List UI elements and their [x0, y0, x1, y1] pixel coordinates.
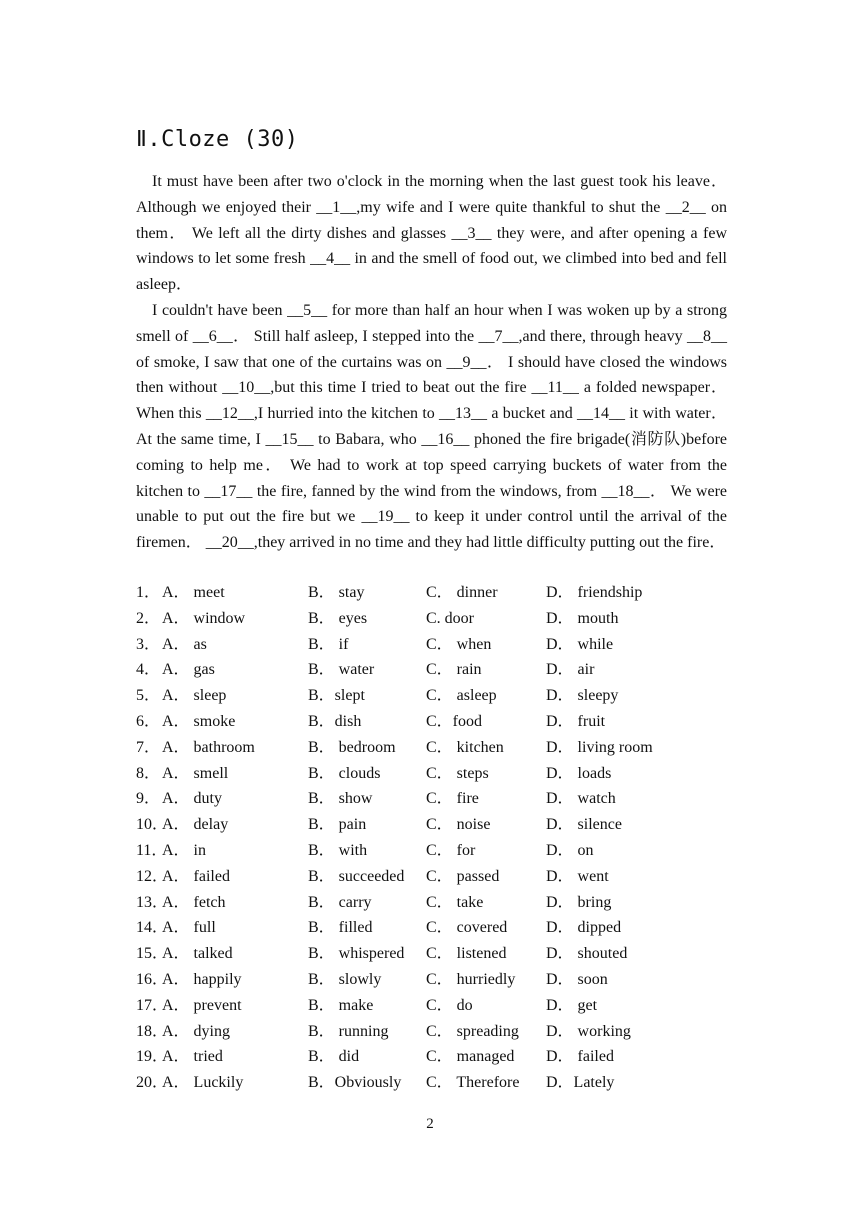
option-row: [136, 709, 736, 735]
option-row: [136, 890, 736, 916]
option-d: D． bring: [546, 893, 612, 911]
option-b: B． filled: [308, 919, 373, 937]
option-d: D． dipped: [546, 919, 622, 937]
question-number: 5．: [136, 687, 161, 705]
question-number: 9．: [136, 790, 161, 808]
option-c: C． rain: [426, 661, 482, 679]
option-b: B． carry: [308, 893, 372, 911]
question-number: 18．: [136, 1022, 169, 1040]
option-a: A． Luckily: [162, 1074, 244, 1092]
option-d: D． failed: [546, 1048, 614, 1066]
option-row: [136, 915, 736, 941]
question-number: 19．: [136, 1048, 169, 1066]
option-c: C． for: [426, 841, 476, 859]
option-row: [136, 683, 736, 709]
option-a: A． full: [162, 919, 216, 937]
option-row: [136, 1070, 736, 1096]
option-d: D． air: [546, 661, 595, 679]
option-b: B． slowly: [308, 970, 382, 988]
option-d: D． soon: [546, 970, 608, 988]
page-number: 2: [426, 1116, 434, 1132]
section-title: Ⅱ.Cloze (30): [136, 127, 299, 152]
option-row: [136, 657, 736, 683]
option-d: D． went: [546, 867, 609, 885]
option-c: C． fire: [426, 790, 479, 808]
option-d: D． watch: [546, 790, 616, 808]
option-b: B． eyes: [308, 609, 368, 627]
option-c: C． listened: [426, 945, 507, 963]
question-number: 11．: [136, 841, 168, 859]
option-row: [136, 580, 736, 606]
passage-paragraph-2: I couldn't have been __5__ for more than half an hour when I was woken up by a strong smell of __6__． Still half asleep, I stepped into the __7__,and there, through heavy __8__ of smoke, I saw that one of the curtains was on __9__． I should have closed the windows then without __10__,but this time I tried to beat out the fire __11__ a folded newspaper．When this __12__,I hurried into the kitchen to __13__ a bucket and __14__ it with water．At the same time, I __15__ to Babara, who __16__ phoned the fire brigade(消防队)before coming to help me． We had to work at top speed carrying buckets of water from the kitchen to __17__ the fire, fanned by the wind from the windows, from __18__． We were unable to put out the fire but we __19__ to keep it under control until the arrival of the firemen． __20__,they arrived in no time and they had little difficulty putting out the fire．: [136, 301, 727, 552]
option-a: A． meet: [162, 584, 225, 601]
question-number: 1．: [136, 584, 161, 601]
option-a: A． talked: [162, 945, 233, 963]
option-c: C． take: [426, 893, 484, 911]
option-row: [136, 941, 736, 967]
option-a: A． delay: [162, 816, 229, 834]
option-b: B． did: [308, 1048, 360, 1066]
question-number: 2．: [136, 609, 161, 627]
option-b: B．slept: [308, 687, 365, 705]
option-b: B． make: [308, 996, 374, 1014]
option-d: D． fruit: [546, 712, 606, 730]
option-c: C． steps: [426, 764, 489, 782]
option-b: B． running: [308, 1022, 389, 1040]
option-d: D． shouted: [546, 945, 628, 963]
option-c: C． noise: [426, 816, 491, 834]
question-number: 3．: [136, 635, 161, 653]
passage-paragraph-1: It must have been after two o'clock in the morning when the last guest took his leave． Although we enjoyed their __1__,my wife and I were quite thankful to shut the __2__ on them． We left all the dirty dishes and glasses __3__ they were, and after opening a few windows to let some fresh __4__ in and the smell of food out, we climbed into bed and fell asleep．: [136, 173, 727, 294]
option-a: A． failed: [162, 867, 230, 885]
option-row: [136, 1019, 736, 1045]
option-b: B． if: [308, 635, 349, 653]
option-b: B． stay: [308, 584, 365, 601]
option-d: D． silence: [546, 816, 622, 834]
question-number: 15．: [136, 945, 169, 963]
option-c: C． kitchen: [426, 738, 504, 756]
option-b: B． pain: [308, 816, 367, 834]
question-number: 8．: [136, 764, 161, 782]
cloze-passage: [136, 169, 727, 556]
option-c: C． when: [426, 635, 492, 653]
option-row: [136, 864, 736, 890]
option-a: A． as: [162, 635, 207, 653]
option-row: [136, 967, 736, 993]
option-row: [136, 761, 736, 787]
option-b: B． water: [308, 661, 375, 679]
option-b: B． show: [308, 790, 373, 808]
option-d: D． while: [546, 635, 614, 653]
option-a: A． window: [162, 609, 246, 627]
question-number: 12．: [136, 867, 169, 885]
option-a: A． dying: [162, 1022, 231, 1040]
option-a: A． tried: [162, 1048, 223, 1066]
option-a: A． prevent: [162, 996, 242, 1014]
option-a: A． fetch: [162, 893, 226, 911]
option-a: A． sleep: [162, 687, 227, 705]
option-a: A． gas: [162, 661, 215, 679]
option-b: B． succeeded: [308, 867, 405, 885]
option-d: D． living room: [546, 738, 653, 756]
option-row: [136, 1044, 736, 1070]
option-row: [136, 838, 736, 864]
option-d: D． get: [546, 996, 598, 1014]
question-number: 17．: [136, 996, 169, 1014]
option-row: [136, 993, 736, 1019]
question-number: 20．: [136, 1074, 169, 1092]
question-number: 4．: [136, 661, 161, 679]
option-b: B． clouds: [308, 764, 381, 782]
option-c: C． Therefore: [426, 1074, 520, 1092]
question-number: 14．: [136, 919, 169, 937]
option-c: C． do: [426, 996, 473, 1014]
option-row: [136, 812, 736, 838]
option-c: C. door: [426, 609, 474, 627]
option-d: D． mouth: [546, 609, 619, 627]
option-row: [136, 632, 736, 658]
option-d: D． working: [546, 1022, 631, 1040]
question-number: 13．: [136, 893, 169, 911]
option-d: D． loads: [546, 764, 612, 782]
question-number: 7．: [136, 738, 161, 756]
option-c: C． covered: [426, 919, 508, 937]
option-row: [136, 735, 736, 761]
option-c: C． asleep: [426, 687, 497, 705]
option-c: C． dinner: [426, 584, 498, 601]
option-d: D． on: [546, 841, 594, 859]
option-c: C． passed: [426, 867, 500, 885]
question-number: 16．: [136, 970, 169, 988]
option-d: D． sleepy: [546, 687, 619, 705]
option-c: C． spreading: [426, 1022, 519, 1040]
option-c: C． hurriedly: [426, 970, 516, 988]
option-a: A． bathroom: [162, 738, 255, 756]
option-a: A． smell: [162, 764, 229, 782]
option-b: B．Obviously: [308, 1074, 402, 1092]
answer-options-list: [136, 580, 736, 1096]
option-a: A． in: [162, 841, 207, 859]
option-row: [136, 786, 736, 812]
option-c: C． managed: [426, 1048, 515, 1066]
question-number: 10．: [136, 816, 169, 834]
option-a: A． smoke: [162, 712, 236, 730]
option-b: B． whispered: [308, 945, 405, 963]
option-a: A． duty: [162, 790, 223, 808]
option-b: B． bedroom: [308, 738, 396, 756]
question-number: 6．: [136, 712, 161, 730]
option-b: B．dish: [308, 712, 362, 730]
option-a: A． happily: [162, 970, 242, 988]
option-d: D． friendship: [546, 584, 643, 601]
option-row: [136, 606, 736, 632]
option-d: D．Lately: [546, 1074, 615, 1092]
option-b: B． with: [308, 841, 368, 859]
option-c: C．food: [426, 712, 483, 730]
